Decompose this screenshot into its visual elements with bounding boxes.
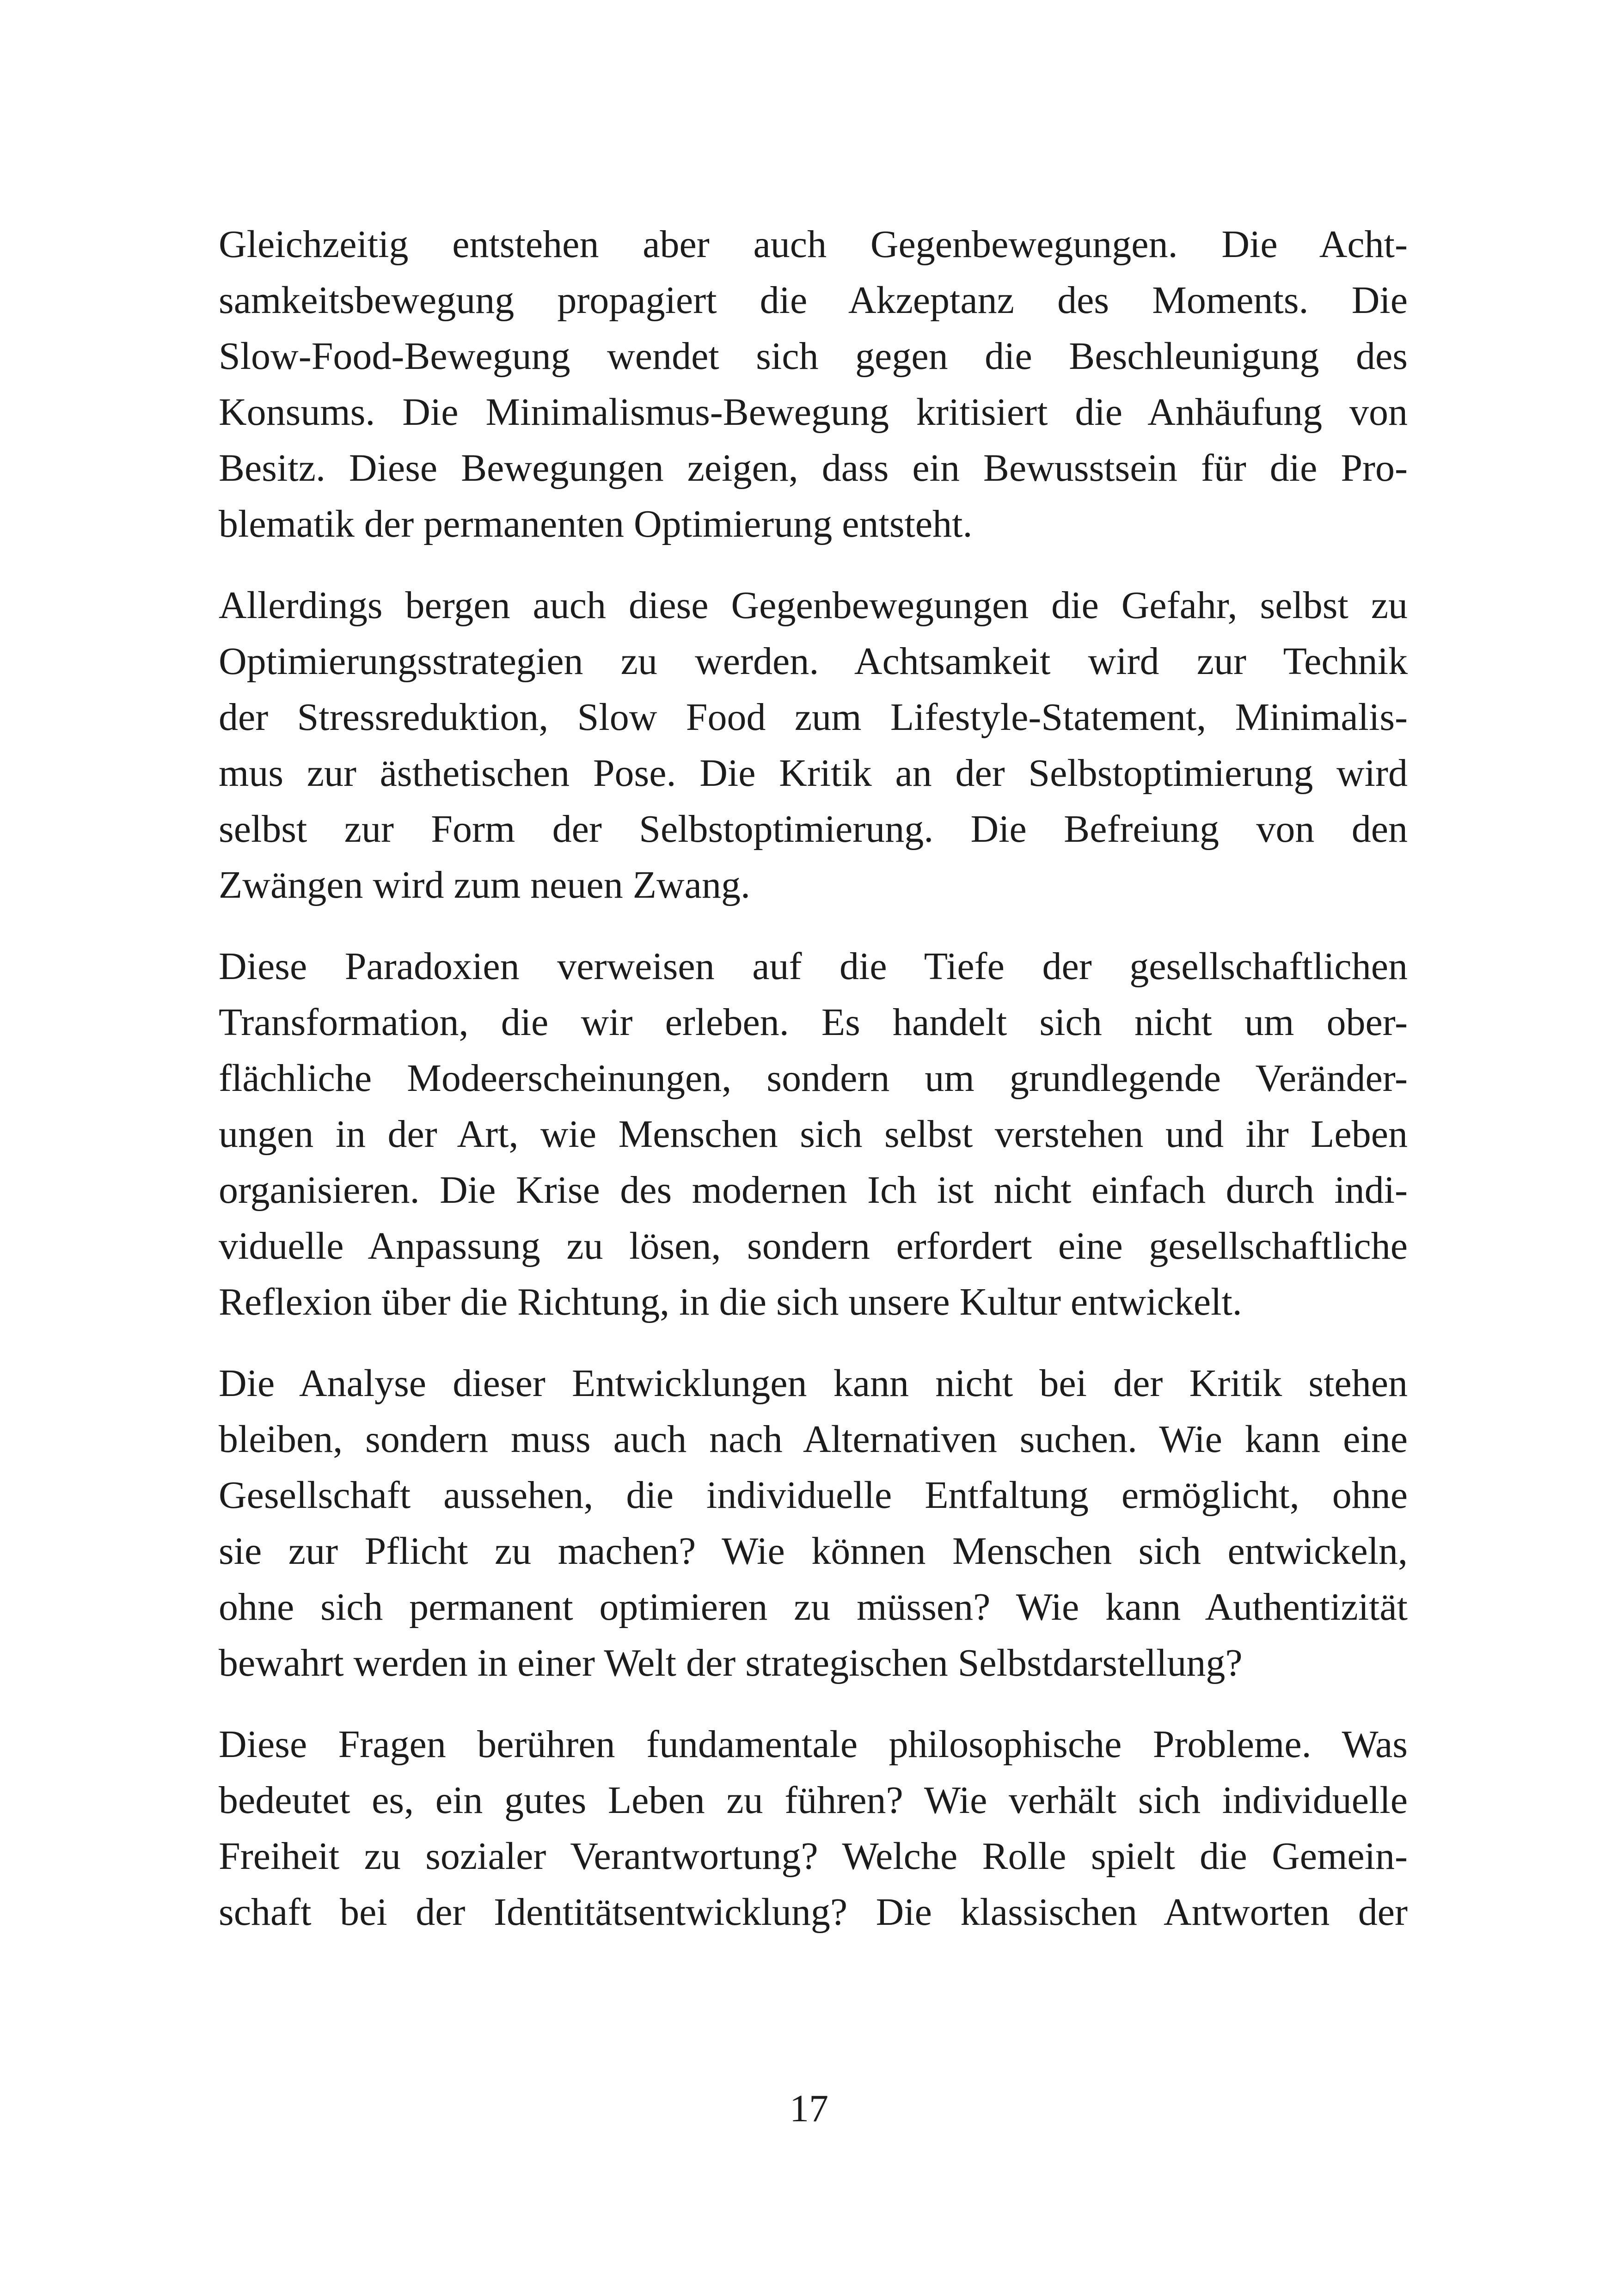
- paragraph-5: [219, 1716, 1408, 1940]
- text-line: Konsums. Die Minimalismus-Bewegung kritisiert die Anhäufung von: [219, 391, 1408, 434]
- text-line: Gesellschaft aussehen, die individuelle Entfaltung ermöglicht, ohne: [219, 1474, 1408, 1517]
- paragraph-4: [219, 1355, 1408, 1691]
- paragraph-3: [219, 938, 1408, 1330]
- text-line: Optimierungsstrategien zu werden. Achtsamkeit wird zur Technik: [219, 640, 1408, 683]
- text-line: schaft bei der Identitätsentwicklung? Die klassischen Antworten der: [219, 1891, 1408, 1934]
- text-line: Diese Paradoxien verweisen auf die Tiefe der gesellschaftlichen: [219, 945, 1408, 988]
- text-line: bewahrt werden in einer Welt der strategischen Selbstdarstellung?: [219, 1641, 1243, 1684]
- text-line: mus zur ästhetischen Pose. Die Kritik an der Selbstoptimierung wird: [219, 752, 1408, 795]
- paragraph-1: [219, 216, 1408, 552]
- text-line: Die Analyse dieser Entwicklungen kann nicht bei der Kritik stehen: [219, 1362, 1408, 1405]
- body-text: [219, 216, 1408, 1965]
- text-line: blematik der permanenten Optimierung entsteht.: [219, 502, 973, 545]
- text-line: samkeitsbewegung propagiert die Akzeptanz des Moments. Die: [219, 279, 1408, 322]
- text-line: bleiben, sondern muss auch nach Alternativen suchen. Wie kann eine: [219, 1418, 1408, 1461]
- text-line: bedeutet es, ein gutes Leben zu führen? Wie verhält sich individuelle: [219, 1779, 1408, 1822]
- text-line: Freiheit zu sozialer Verantwortung? Welche Rolle spielt die Gemein-: [219, 1835, 1408, 1878]
- text-line: Gleichzeitig entstehen aber auch Gegenbewegungen. Die Acht-: [219, 223, 1408, 266]
- text-line: viduelle Anpassung zu lösen, sondern erfordert eine gesellschaftliche: [219, 1225, 1408, 1267]
- text-line: Diese Fragen berühren fundamentale philosophische Probleme. Was: [219, 1723, 1408, 1766]
- text-line: der Stressreduktion, Slow Food zum Lifestyle-Statement, Minimalis-: [219, 696, 1408, 739]
- paragraph-2: [219, 577, 1408, 913]
- text-line: selbst zur Form der Selbstoptimierung. Die Befreiung von den: [219, 808, 1408, 851]
- text-line: flächliche Modeerscheinungen, sondern um grundlegende Veränder-: [219, 1057, 1408, 1100]
- text-line: Transformation, die wir erleben. Es handelt sich nicht um ober-: [219, 1001, 1408, 1044]
- text-line: Reflexion über die Richtung, in die sich unsere Kultur entwickelt.: [219, 1280, 1242, 1323]
- text-line: Slow-Food-Bewegung wendet sich gegen die Beschleunigung des: [219, 335, 1408, 378]
- text-line: Besitz. Diese Bewegungen zeigen, dass ein Bewusstsein für die Pro-: [219, 447, 1408, 490]
- text-line: ohne sich permanent optimieren zu müssen? Wie kann Authentizität: [219, 1586, 1408, 1629]
- text-line: Allerdings bergen auch diese Gegenbewegungen die Gefahr, selbst zu: [219, 584, 1408, 627]
- page-number: 17: [790, 2087, 828, 2130]
- text-line: Zwängen wird zum neuen Zwang.: [219, 863, 750, 906]
- text-line: ungen in der Art, wie Menschen sich selbst verstehen und ihr Leben: [219, 1113, 1408, 1156]
- text-line: sie zur Pflicht zu machen? Wie können Menschen sich entwickeln,: [219, 1530, 1408, 1573]
- text-line: organisieren. Die Krise des modernen Ich ist nicht einfach durch indi-: [219, 1169, 1408, 1212]
